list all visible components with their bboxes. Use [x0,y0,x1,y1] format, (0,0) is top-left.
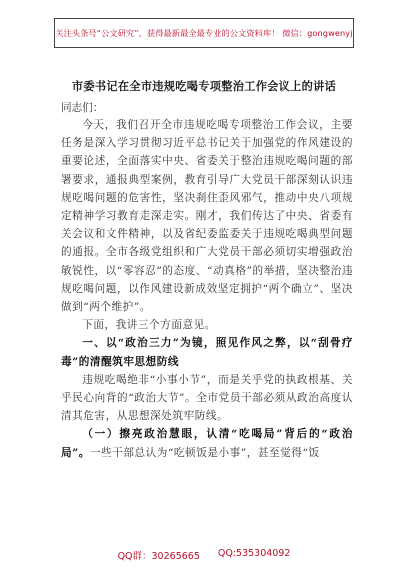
salutation: 同志们： [61,102,104,114]
footer-qq: QQ:535304092 [217,548,291,559]
header-notice-box [54,18,354,48]
paragraph-section-1: 违规吃喝绝非“小事小节”，而是关乎党的执政根基、关乎民心向背的“政治大节”。全市党员干部必须从政治高度认清其危害，从思想深处筑牢防线。 [61,373,353,423]
subsection-text: 一些干部总认为“吃顿饭是小事”，甚至觉得“饭 [89,446,320,459]
footer-qq-group: QQ群：30265665 [117,551,200,562]
document-title: 市委书记在全市违规吃喝专项整治工作会议上的讲话 [71,79,337,93]
paragraph-intro: 今天，我们召开全市违规吃喝专项整治工作会议，主要任务是深入学习贯彻习近平总书记关于加强党的作风建设的重要论述，全面落实中央、省委关于整治违规吃喝问题的部署要求，通报典型案例，教育引导广大党员干部深刻认识违规吃喝问题的危害性，坚决刹住歪风邪气，推动中央八项规定精神学习教育走深走实。刚才，我们传达了中央、省委有关会议和文件精神，以及省纪委监委关于违规吃喝典型问题的通报。全市各级党组织和广大党员干部必须切实增强政治敏锐性，以“零容忍”的态度、“动真格”的举措，坚决整治违规吃喝问题，以作风建设新成效坚定拥护“两个确立”、坚决做到“两个维护”。 [61,119,353,314]
footer-contact [0,548,408,562]
subsection-paragraph [61,425,353,461]
subsection-heading-1: （一）擦亮政治慧眼，认清“吃喝局”背后的“政治局”。 [61,428,353,459]
section-heading-1: 一、以“政治三力”为镜，照见作风之弊，以“刮骨疗毒”的清醒筑牢思想防线 [61,337,353,368]
header-notice-text: 关注头条号“公文研究”，获得最新最全最专业的公文资料库！ 微信：gongwenyj [55,27,353,38]
paragraph-transition: 下面，我讲三个方面意见。 [82,319,216,332]
document-body [61,116,353,462]
